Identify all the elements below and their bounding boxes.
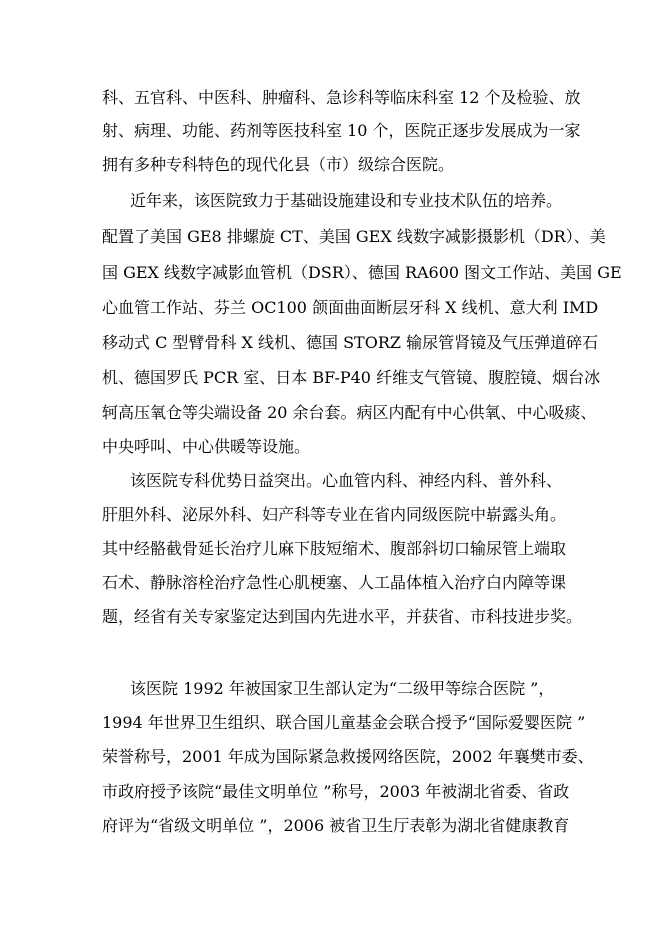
text-line: 荣誉称号，2001 年成为国际紧急救援网络医院，2002 年襄樊市委、 xyxy=(102,747,594,766)
text-line: 配置了美国 GE8 排螺旋 CT、美国 GEX 线数字减影摄影机（DR）、美 xyxy=(102,227,606,246)
text-line: 府评为“省级文明单位 ”，2006 被省卫生厅表彰为湖北省健康教育 xyxy=(102,816,570,835)
text-line: 拥有多种专科特色的现代化县（市）级综合医院。 xyxy=(102,155,455,174)
text-line: 心血管工作站、芬兰 OC100 颌面曲面断层牙科 X 线机、意大利 IMD xyxy=(102,298,599,317)
text-line: 该医院专科优势日益突出。心血管内科、神经内科、普外科、 xyxy=(130,471,563,490)
text-line: 移动式 C 型臂骨科 X 线机、德国 STORZ 输尿管肾镜及气压弹道碎石 xyxy=(102,333,599,352)
text-line: 石术、静脉溶栓治疗急性心肌梗塞、人工晶体植入治疗白内障等课 xyxy=(102,573,567,592)
text-line: 近年来，该医院致力于基础设施建设和专业技术队伍的培养。 xyxy=(130,191,563,210)
text-line: 轲高压氧仓等尖端设备 20 余台套。病区内配有中心供氧、中心吸痰、 xyxy=(102,403,597,422)
text-line: 1994 年世界卫生组织、联合国儿童基金会联合授予“国际爱婴医院 ” xyxy=(102,713,586,732)
text-line: 该医院 1992 年被国家卫生部认定为“二级甲等综合医院 ”， xyxy=(130,679,555,698)
text-line: 肝胆外科、泌尿外科、妇产科等专业在省内同级医院中崭露头角。 xyxy=(102,505,567,524)
text-line: 中央呼叫、中心供暖等设施。 xyxy=(102,437,311,456)
text-line: 射、病理、功能、药剂等医技科室 10 个，医院正逐步发展成为一家 xyxy=(102,121,581,140)
text-line: 科、五官科、中医科、肿瘤科、急诊科等临床科室 12 个及检验、放 xyxy=(102,88,581,107)
text-line: 机、德国罗氏 PCR 室、日本 BF-P40 纤维支气管镜、腹腔镜、烟台冰 xyxy=(102,368,601,387)
text-line: 题，经省有关专家鉴定达到国内先进水平，并获省、市科技进步奖。 xyxy=(102,607,583,626)
text-line: 市政府授予该院“最佳文明单位 ”称号，2003 年被湖北省委、省政 xyxy=(102,782,570,801)
text-line: 国 GEX 线数字减影血管机（DSR）、德国 RA600 图文工作站、美国 GE xyxy=(102,263,622,282)
text-line: 其中经骼截骨延长治疗儿麻下肢短缩术、腹部斜切口输尿管上端取 xyxy=(102,539,567,558)
